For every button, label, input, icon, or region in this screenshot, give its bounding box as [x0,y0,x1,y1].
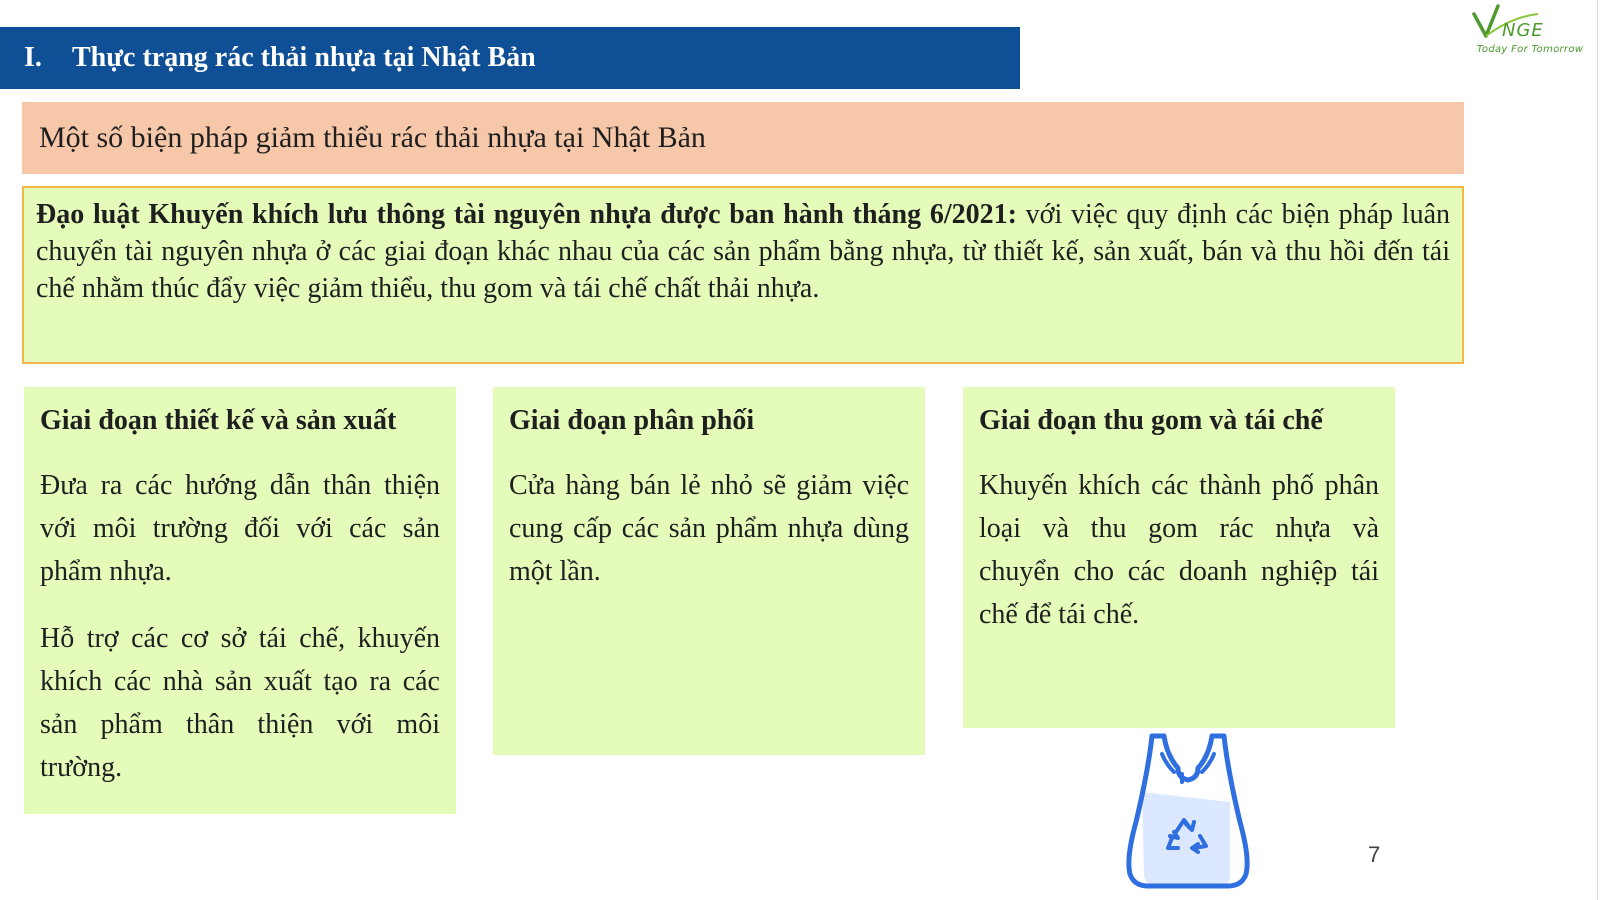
slide-edge [1597,0,1598,900]
stage-heading: Giai đoạn thu gom và tái chế [979,405,1323,436]
vnge-logo-icon [1462,2,1598,62]
law-description-box [22,186,1464,364]
subtitle-bar [22,102,1464,174]
stage-distribution [493,387,925,755]
stage-paragraph: Hỗ trợ các cơ sở tái chế, khuyến khích các nhà sản xuất tạo ra các sản phẩm thân thiện với môi trường. [40,623,440,783]
subtitle-text: Một số biện pháp giảm thiểu rác thải nhựa tại Nhật Bản [39,121,706,154]
recycle-bag-icon [1118,732,1256,892]
stage-heading: Giai đoạn thiết kế và sản xuất [40,405,397,436]
law-text: với việc quy định các biện pháp luân chuyển tài nguyên nhựa ở các giai đoạn khác nhau của các sản phẩm bằng nhựa, từ thiết kế, sản xuất, bán và thu hồi đến tái chế nhằm thúc đẩy việc giảm thiểu, thu gom và tái chế chất thải nhựa. [36,199,1450,304]
page-number: 7 [1368,842,1381,867]
stage-paragraph: Cửa hàng bán lẻ nhỏ sẽ giảm việc cung cấp các sản phẩm nhựa dùng một lần. [509,470,909,587]
stage-paragraph: Khuyến khích các thành phố phân loại và thu gom rác nhựa và chuyển cho các doanh nghiệp tái chế để tái chế. [979,470,1379,630]
section-title-bar [0,27,1020,89]
stage-heading: Giai đoạn phân phối [509,405,755,436]
stage-paragraph: Đưa ra các hướng dẫn thân thiện với môi trường đối với các sản phẩm nhựa. [40,470,440,587]
section-number: I. [24,42,42,73]
stage-design-production [24,387,456,814]
stage-collection-recycling [963,387,1395,728]
logo-tagline: Today For Tomorrow [1476,44,1584,55]
svg-text:NGE: NGE [1502,20,1544,41]
law-title: Đạo luật Khuyến khích lưu thông tài nguyên nhựa được ban hành tháng 6/2021: [36,199,1017,230]
section-title: Thực trạng rác thải nhựa tại Nhật Bản [72,42,536,73]
